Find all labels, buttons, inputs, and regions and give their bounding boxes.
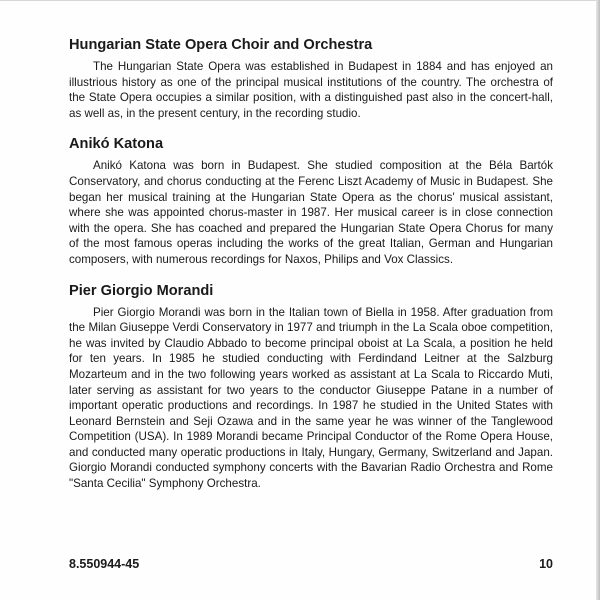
section-heading: Pier Giorgio Morandi xyxy=(69,282,214,299)
page-number: 10 xyxy=(539,557,553,571)
section-aniko-katona xyxy=(69,135,553,267)
section-body: The Hungarian State Opera was established in Budapest in 1884 and has enjoyed an illustrious history as one of the principal musical institutions of the country. The orchestra of the State Opera occupies a similar position, with a distinguished past also in the concert-hall, as well as, in the present century, in the recording studio. xyxy=(69,60,553,120)
section-body: Pier Giorgio Morandi was born in the Italian town of Biella in 1958. After graduation from the Milan Giuseppe Verdi Conservatory in 1977 and triumph in the La Scala oboe competition, he was invited by Claudio Abbado to become principal oboist at La Scala, a position he held for ten years. In 1985 he studied conducting with Ferdindand Leitner at the Salzburg Mozarteum and in the two following years worked as assistant at La Scala to Riccardo Muti, later serving as assistant for two years to the conductor Giuseppe Patane in a number of important operatic productions and recordings. In 1987 he studied in the United States with Leonard Bernstein and Seji Ozawa and in the same year he was winner of the Tanglewood Competition (USA). In 1989 Morandi became Principal Conductor of the Rome Opera House, and conducted many operatic productions in Italy, Hungary, Germany, Switzerland and Japan. Giorgio Morandi conducted symphony concerts with the Bavarian Radio Orchestra and Rome "Santa Cecilia" Symphony Orchestra. xyxy=(69,305,553,491)
page-right-edge-shadow xyxy=(596,0,600,600)
page-content xyxy=(69,36,553,506)
section-opera-choir-orchestra xyxy=(69,36,553,121)
section-heading: Anikó Katona xyxy=(69,136,164,153)
catalog-number: 8.550944-45 xyxy=(69,557,140,571)
page-footer xyxy=(69,557,553,575)
section-heading: Hungarian State Opera Choir and Orchestra xyxy=(69,37,373,53)
section-body: Anikó Katona was born in Budapest. She studied composition at the Béla Bartók Conservatory, and chorus conducting at the Ferenc Liszt Academy of Music in Budapest. She began her musical training at the Hungarian State Opera as the chorus' musical assistant, where she was appointed chorus-master in 1987. Her musical career is in close connection with the opera. She has coached and prepared the Hungarian State Opera Chorus for many of the most famous operas including the works of the great Italian, German and Hungarian composers, with numerous recordings for Naxos, Philips and Vox Classics. xyxy=(69,159,553,266)
section-pier-giorgio-morandi xyxy=(69,282,553,492)
page-top-edge xyxy=(0,0,600,1)
